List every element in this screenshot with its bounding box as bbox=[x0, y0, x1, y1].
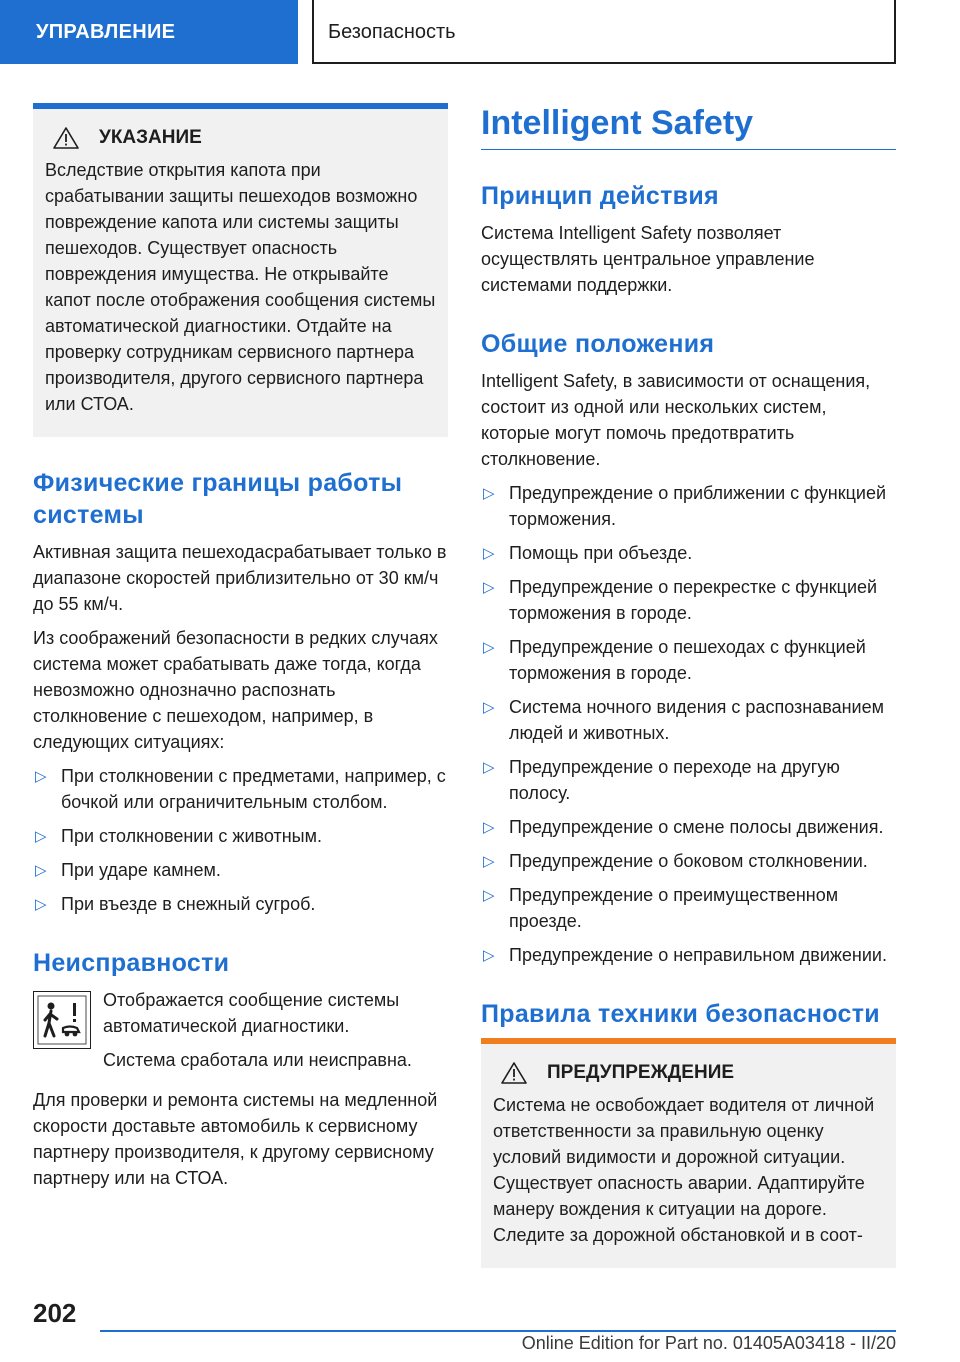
fault-status-text: Система сработала или неисправна. bbox=[103, 1050, 412, 1070]
warning-text: Система не освобождает водителя от личной ответственности за правильную оценку условий видимости и дорожной ситуации. Существует опасность аварии. Адаптируйте манеру вождения к ситуации на дороге. Следите за дорожной обстановкой и в соот- bbox=[493, 1095, 875, 1245]
list-item: ▷ Система ночного видения с распознаванием людей и животных. bbox=[483, 697, 884, 743]
safety-rules-heading: Правила техники безопасности bbox=[481, 1000, 880, 1028]
section-title: Безопасность bbox=[312, 0, 896, 64]
list-item: ▷ При ударе камнем. bbox=[33, 857, 448, 883]
limits-paragraph-2: Из соображений безопасности в редких случаях система может срабатывать даже тогда, когда невозможно однозначно распознать столкновение с пешеходом, например, в следующих ситуациях: bbox=[33, 628, 438, 752]
list-item: ▷ Предупреждение о перекрестке с функцией торможения в городе. bbox=[483, 577, 878, 623]
footer-divider bbox=[100, 1330, 896, 1332]
warning-title: ПРЕДУПРЕЖДЕНИЕ bbox=[547, 1062, 735, 1083]
triangle-bullet-icon: ▷ bbox=[483, 947, 495, 964]
pedestrian-protection-icon bbox=[33, 991, 91, 1049]
triangle-bullet-icon: ▷ bbox=[35, 768, 47, 785]
triangle-bullet-icon: ▷ bbox=[35, 862, 47, 879]
triangle-bullet-icon: ▷ bbox=[483, 639, 495, 656]
list-item: ▷ Предупреждение о боковом столкновении. bbox=[481, 848, 896, 874]
triangle-bullet-icon: ▷ bbox=[483, 545, 495, 562]
list-item: ▷ Предупреждение о неправильном движении. bbox=[481, 942, 896, 968]
list-item: ▷ При столкновении с животным. bbox=[33, 823, 448, 849]
principle-paragraph: Система Intelligent Safety позволяет осуществлять центральное управление системами поддержки. bbox=[481, 223, 815, 295]
notice-title: УКАЗАНИЕ bbox=[99, 127, 202, 148]
list-item: ▷ При столкновении с предметами, например, с бочкой или ограничительным столбом. bbox=[35, 766, 446, 812]
notice-box bbox=[33, 103, 448, 437]
limits-heading: Физические границы работы системы bbox=[33, 469, 403, 529]
triangle-bullet-icon: ▷ bbox=[483, 579, 495, 596]
limits-list bbox=[33, 763, 448, 917]
faults-paragraph: Для проверки и ремонта системы на медленной скорости доставьте автомобиль к сервисному партнеру производителя, к другому сервисному партнеру или на СТОА. bbox=[33, 1090, 438, 1188]
warning-triangle-icon bbox=[53, 127, 79, 149]
list-item: ▷ При въезде в снежный сугроб. bbox=[33, 891, 448, 917]
triangle-bullet-icon: ▷ bbox=[483, 887, 495, 904]
notice-text: Вследствие открытия капота при срабатывании защиты пешеходов возможно повреждение капота или системы защиты пешеходов. Существует опасность повреждения имущества. Не открывайте капот после отображения сообщения системы автоматической диагностики. Отдайте на проверку сотрудникам сервисного партнера производителя, другого сервисного партнера или СТОА. bbox=[45, 160, 436, 414]
warning-header bbox=[493, 1062, 886, 1084]
principle-heading: Принцип действия bbox=[481, 182, 719, 210]
limits-paragraph-1: Активная защита пешеходасрабатывает только в диапазоне скоростей приблизительно от 30 км/ч до 55 км/ч. bbox=[33, 542, 447, 614]
notice-header bbox=[45, 127, 438, 149]
left-column bbox=[33, 103, 448, 1199]
triangle-bullet-icon: ▷ bbox=[35, 896, 47, 913]
faults-heading: Неисправности bbox=[33, 949, 230, 977]
triangle-bullet-icon: ▷ bbox=[483, 819, 495, 836]
general-paragraph: Intelligent Safety, в зависимости от оснащения, состоит из одной или нескольких систем, которые могут помочь предотвратить столкновение. bbox=[481, 371, 871, 469]
systems-list bbox=[481, 480, 896, 968]
fault-message bbox=[33, 987, 448, 1081]
triangle-bullet-icon: ▷ bbox=[483, 759, 495, 776]
page-number: 202 bbox=[33, 1298, 77, 1328]
right-column bbox=[481, 103, 896, 1268]
triangle-bullet-icon: ▷ bbox=[483, 485, 495, 502]
triangle-bullet-icon: ▷ bbox=[35, 828, 47, 845]
list-item: ▷ Предупреждение о преимущественном проезде. bbox=[483, 885, 839, 931]
triangle-bullet-icon: ▷ bbox=[483, 699, 495, 716]
list-item: ▷ Предупреждение о пешеходах с функцией торможения в городе. bbox=[483, 637, 866, 683]
warning-box bbox=[481, 1038, 896, 1268]
triangle-bullet-icon: ▷ bbox=[483, 853, 495, 870]
list-item: ▷ Помощь при объезде. bbox=[481, 540, 896, 566]
general-heading: Общие положения bbox=[481, 330, 715, 358]
warning-triangle-icon bbox=[501, 1062, 527, 1084]
list-item: ▷ Предупреждение о смене полосы движения. bbox=[481, 814, 896, 840]
edition-footer: Online Edition for Part no. 01405A03418 - II/20 bbox=[521, 1333, 896, 1353]
list-item: ▷ Предупреждение о приближении с функцией торможения. bbox=[483, 483, 887, 529]
chapter-tab: УПРАВЛЕНИЕ bbox=[0, 0, 298, 64]
list-item: ▷ Предупреждение о переходе на другую полосу. bbox=[483, 757, 840, 803]
page-title: Intelligent Safety bbox=[481, 103, 896, 150]
fault-message-text: Отображается сообщение системы автоматической диагностики. bbox=[103, 990, 400, 1036]
